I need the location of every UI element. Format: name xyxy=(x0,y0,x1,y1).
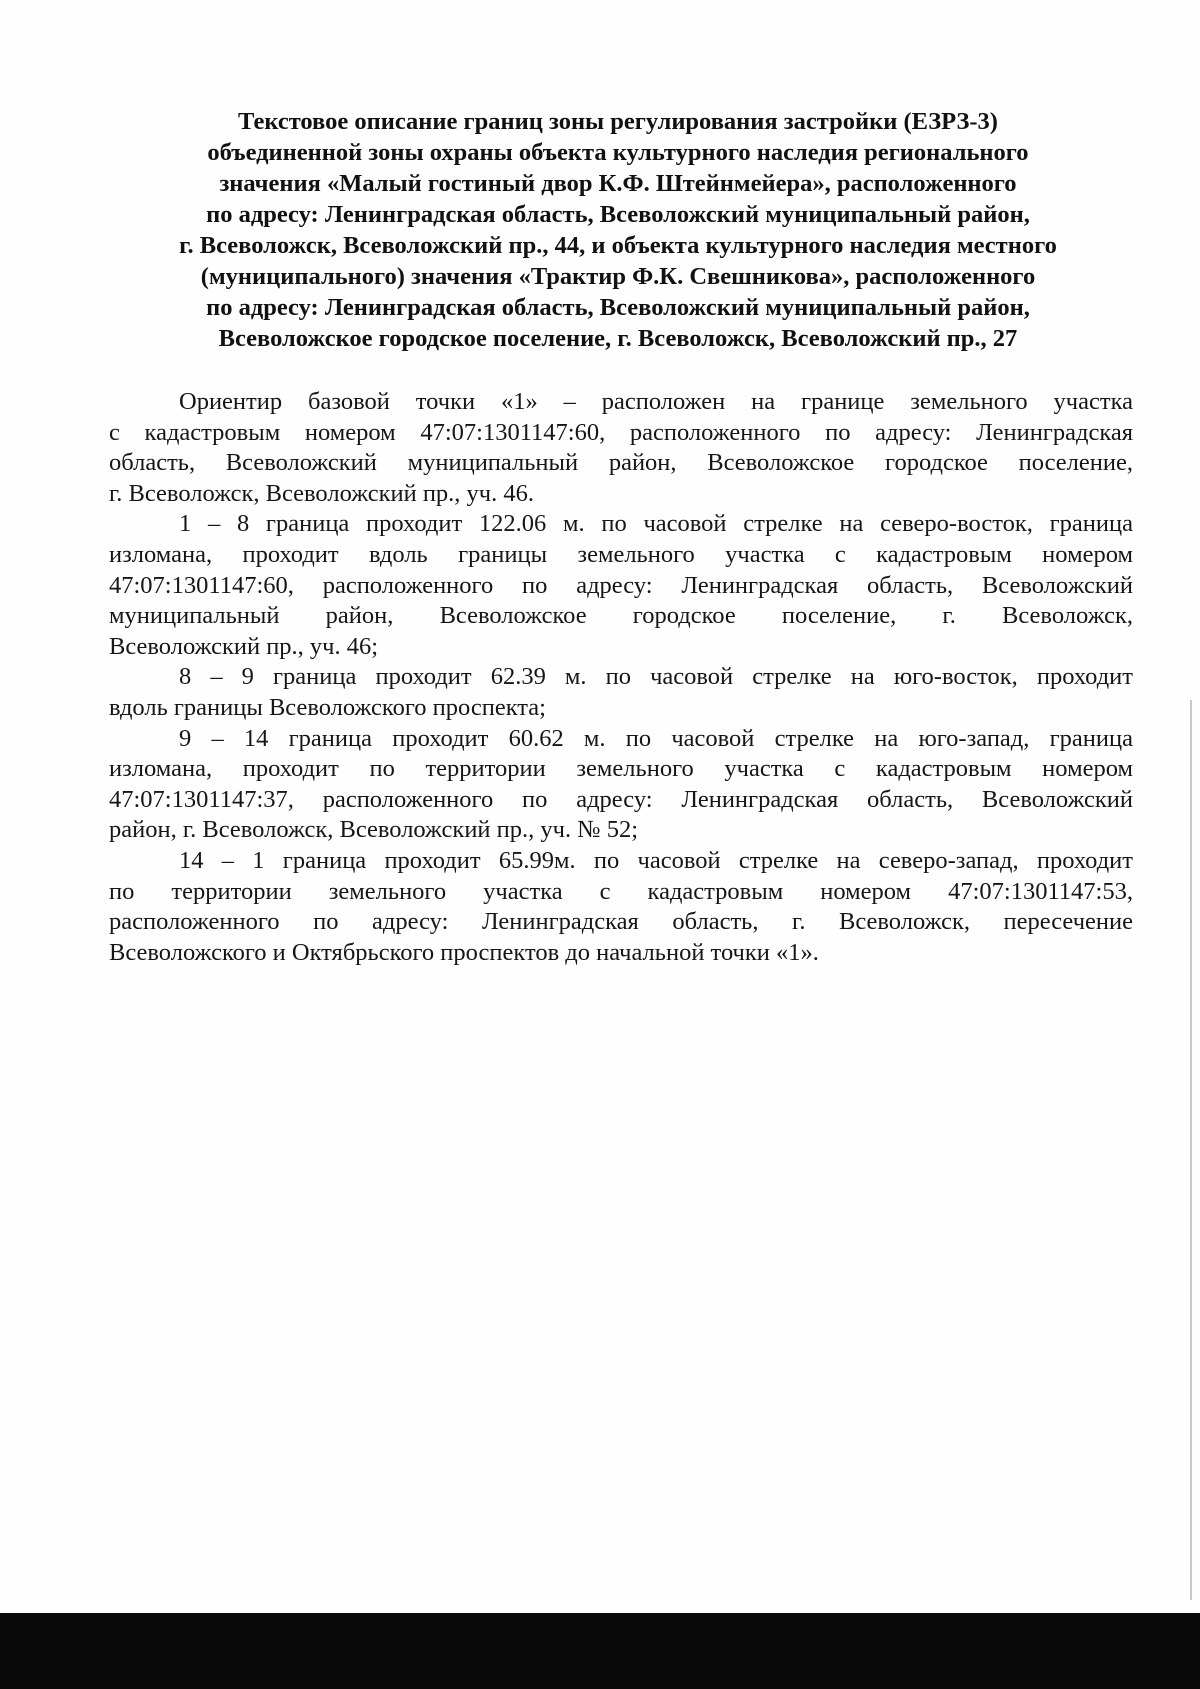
title-line: значения «Малый гостиный двор К.Ф. Штейнмейера», расположенного xyxy=(219,170,1017,197)
text-line: Всеволожский пр., уч. 46; xyxy=(109,632,379,660)
title-line: по адресу: Ленинградская область, Всеволожский муниципальный район, xyxy=(206,201,1030,228)
text-line: 8 – 9 граница проходит 62.39 м. по часовой стрелке на юго-восток, проходит xyxy=(179,663,1133,691)
text-line: Всеволожского и Октябрьского проспектов до начальной точки «1». xyxy=(109,938,819,966)
text-line: 1 – 8 граница проходит 122.06 м. по часовой стрелке на северо-восток, граница xyxy=(179,510,1133,538)
title-line: Текстовое описание границ зоны регулирования застройки (ЕЗРЗ-3) xyxy=(238,108,998,135)
text-line: 9 – 14 граница проходит 60.62 м. по часовой стрелке на юго-запад, граница xyxy=(179,724,1133,752)
paragraph-segment-14-1 xyxy=(109,846,1133,968)
document-body xyxy=(109,387,1133,968)
paragraph-segment-8-9 xyxy=(109,662,1133,723)
text-line: изломана, проходит по территории земельного участка с кадастровым номером xyxy=(109,755,1133,783)
paragraph-segment-1-8 xyxy=(109,509,1133,662)
text-line: по территории земельного участка с кадастровым номером 47:07:1301147:53, xyxy=(109,877,1133,905)
text-line: область, Всеволожский муниципальный район, Всеволожское городское поселение, xyxy=(109,449,1133,477)
text-line: район, г. Всеволожск, Всеволожский пр., уч. № 52; xyxy=(109,816,639,844)
document-title xyxy=(100,106,1136,354)
scan-bottom-strip xyxy=(0,1613,1200,1689)
text-line: Ориентир базовой точки «1» – расположен на границе земельного участка xyxy=(179,388,1133,415)
paragraph-segment-9-14 xyxy=(109,724,1133,846)
text-line: изломана, проходит вдоль границы земельного участка с кадастровым номером xyxy=(109,540,1133,568)
text-line: 47:07:1301147:37, расположенного по адресу: Ленинградская область, Всеволожский xyxy=(109,785,1133,813)
title-line: (муниципального) значения «Трактир Ф.К. Свешникова», расположенного xyxy=(200,263,1036,290)
text-line: 47:07:1301147:60, расположенного по адресу: Ленинградская область, Всеволожский xyxy=(109,571,1133,599)
text-line: г. Всеволожск, Всеволожский пр., уч. 46. xyxy=(109,479,535,507)
title-line: г. Всеволожск, Всеволожский пр., 44, и объекта культурного наследия местного xyxy=(179,232,1057,259)
title-line: объединенной зоны охраны объекта культурного наследия регионального xyxy=(207,139,1029,166)
title-line: по адресу: Ленинградская область, Всеволожский муниципальный район, xyxy=(206,294,1030,321)
scan-edge-shadow xyxy=(1190,700,1192,1600)
text-line: 14 – 1 граница проходит 65.99м. по часовой стрелке на северо-запад, проходит xyxy=(179,846,1133,874)
text-line: вдоль границы Всеволожского проспекта; xyxy=(109,693,546,721)
text-line: с кадастровым номером 47:07:1301147:60, расположенного по адресу: Ленинградская xyxy=(109,418,1133,446)
text-line: муниципальный район, Всеволожское городское поселение, г. Всеволожск, xyxy=(109,602,1133,630)
text-line: расположенного по адресу: Ленинградская область, г. Всеволожск, пересечение xyxy=(109,908,1133,936)
paragraph-base-point xyxy=(109,387,1133,509)
title-line: Всеволожское городское поселение, г. Всеволожск, Всеволожский пр., 27 xyxy=(218,325,1018,352)
